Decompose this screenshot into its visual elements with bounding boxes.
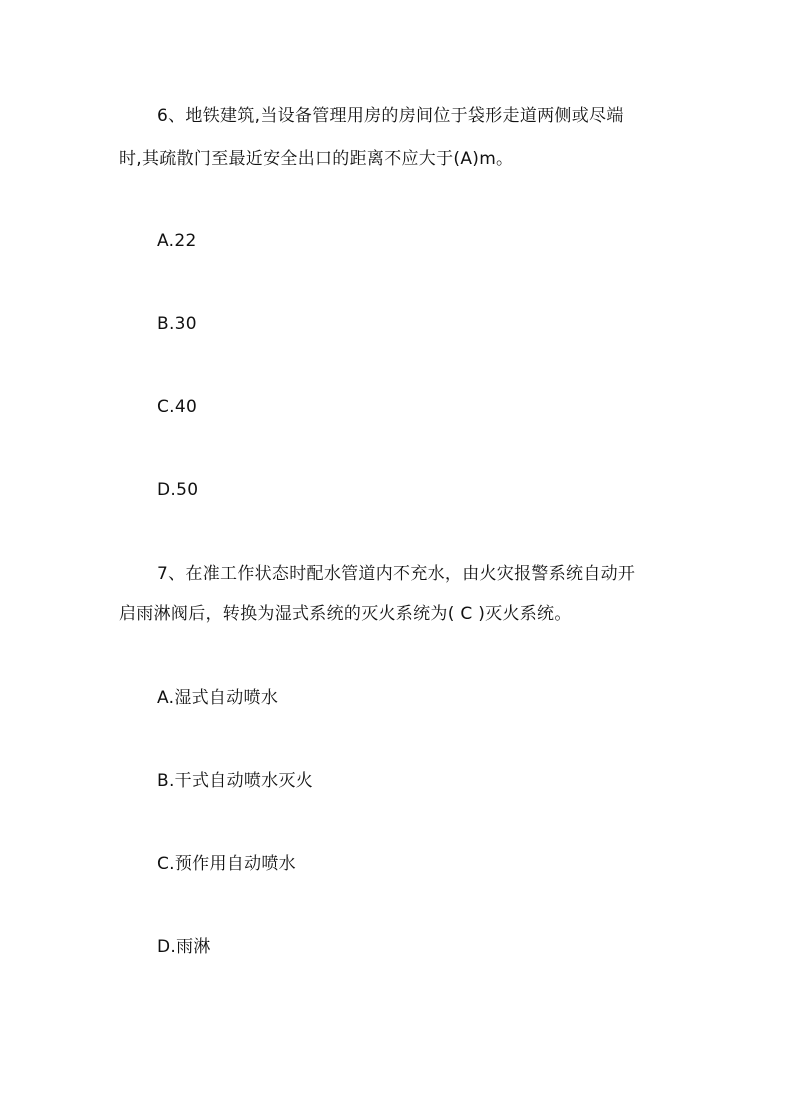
question-text-line: 7、在准工作状态时配水管道内不充水，由火灾报警系统自动开 — [157, 564, 636, 584]
question-text-line: 6、地铁建筑,当设备管理用房的房间位于袋形走道两侧或尽端 — [157, 106, 624, 126]
option-a: A.22 — [157, 231, 197, 251]
option-c: C.预作用自动喷水 — [157, 854, 296, 874]
option-b: B.30 — [157, 314, 197, 334]
question-text-line: 启雨淋阀后，转换为湿式系统的灭火系统为( C )灭火系统。 — [119, 604, 572, 624]
question-text-line: 时,其疏散门至最近安全出口的距离不应大于(A)m。 — [119, 149, 514, 169]
option-d: D.雨淋 — [157, 937, 211, 957]
option-c: C.40 — [157, 397, 198, 417]
option-a: A.湿式自动喷水 — [157, 688, 279, 708]
option-d: D.50 — [157, 480, 199, 500]
option-b: B.干式自动喷水灭火 — [157, 771, 314, 791]
